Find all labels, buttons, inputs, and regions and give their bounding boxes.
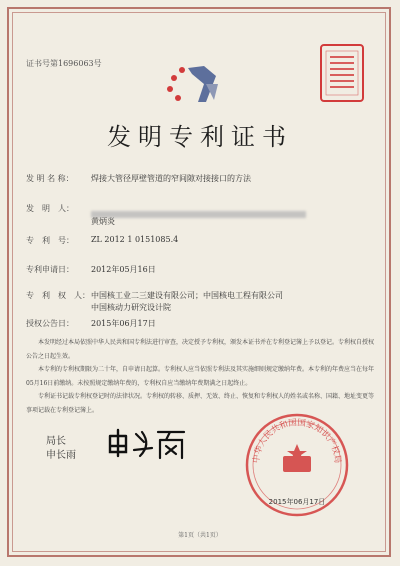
page-title: 发明专利证书 [107,123,293,151]
patentee-label: 专 利 权 人： [26,291,90,300]
scan-seal [318,42,366,104]
body-paragraph: 本发明经过本局依照中华人民共和国专利法进行审查，决定授予专利权，颁发本证书并在专利登记簿上予以登记。专利权自授权公告之日起生效。 [26,339,375,360]
inventors-redacted [91,203,391,222]
filing-date: 2012年05月16日 [91,265,156,274]
page-footer: 第1页（共1页） [178,532,222,539]
inventors-label: 发 明 人： [26,204,74,213]
filing-date-label: 专利申请日： [26,265,74,274]
director-name: 申长雨 [46,450,76,461]
inventors-line2: 黄炳炎 [91,217,115,226]
redacted-text [91,211,306,218]
patent-number: ZL 2012 1 0151085.4 [91,235,179,244]
director-title: 局长 [46,436,66,447]
patentee-line2: 中国核动力研究设计院 [91,303,171,312]
certificate-number: 证书号第1696063号 [26,59,102,68]
official-seal [242,410,352,520]
seal-text: 中华人民共和国国家知识产权局 [251,418,343,464]
sipo-logo-icon [160,62,240,108]
body-paragraph: 本专利的专利权期限为二十年，自申请日起算。专利权人应当依照专利法及其实施细则规定缴纳年费。本专利的年费应当在每年05月16日前缴纳。未按照规定缴纳年费的，专利权自应当缴纳年费期满之日起终止。 [26,366,375,387]
grant-date: 2015年06月17日 [91,319,156,328]
handwritten-signature [104,426,190,462]
invention-name: 焊接大管径厚壁管道的窄间隙对接接口的方法 [91,174,251,183]
invention-name-label: 发 明 名 称： [26,174,74,183]
patentee-line1: 中国核工业二三建设有限公司；中国核电工程有限公司 [91,291,283,300]
body-paragraph: 专利证书记载专利权登记时的法律状况。专利权的转移、质押、无效、终止、恢复和专利权人的姓名或名称、国籍、地址变更等事项记载在专利登记簿上。 [26,393,375,414]
seal-date: 2015年06月17日 [268,498,326,506]
certificate-body [26,336,376,417]
patent-no-label: 专 利 号： [26,236,74,245]
grant-date-label: 授权公告日： [26,319,74,328]
